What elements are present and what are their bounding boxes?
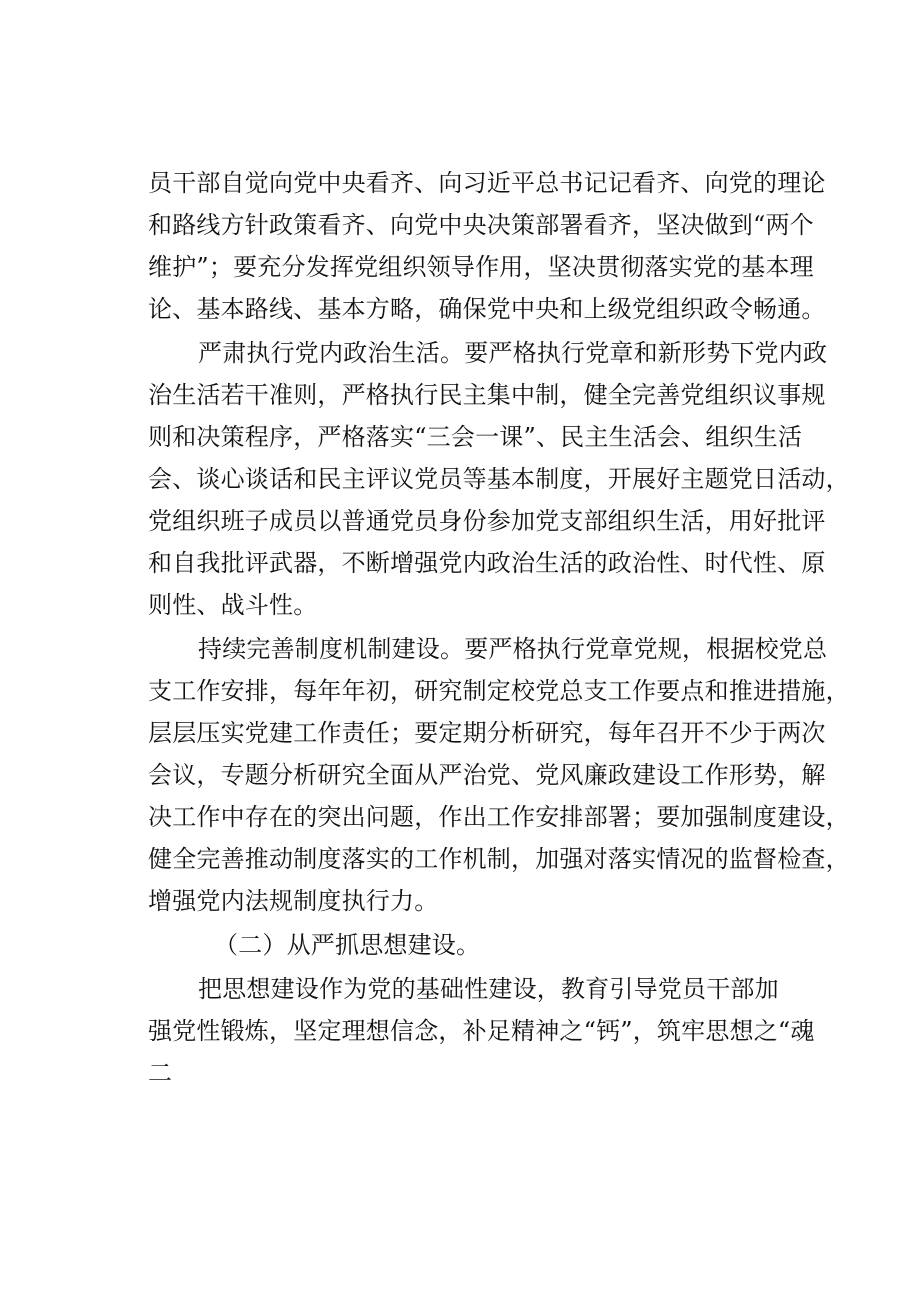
text-line: 健全完善推动制度落实的工作机制，加强对落实情况的监督检查， xyxy=(148,845,850,873)
paragraph-heading-line: 把思想建设作为党的基础性建设，教育引导党员干部加 xyxy=(198,975,779,1003)
text-line: 员干部自觉向党中央看齐、向习近平总书记记看齐、向党的理论 xyxy=(148,169,826,197)
text-line: 论、基本路线、基本方略，确保党中央和上级党组织政令畅通。 xyxy=(148,295,826,323)
text-line: 则和决策程序，严格落实“三会一课”、民主生活会、组织生活 xyxy=(148,423,803,451)
text-line: 二 xyxy=(148,1059,173,1087)
paragraph-heading-line: 持续完善制度机制建设。要严格执行党章党规，根据校党总 xyxy=(198,635,828,663)
text-line: 和自我批评武器，不断增强党内政治生活的政治性、时代性、原 xyxy=(148,549,826,577)
text-line: 党组织班子成员以普通党员身份参加党支部组织生活，用好批评 xyxy=(148,507,826,535)
text-line: 支工作安排，每年年初，研究制定校党总支工作要点和推进措施， xyxy=(148,677,850,705)
text-line: 会、谈心谈话和民主评议党员等基本制度，开展好主题党日活动， xyxy=(148,465,850,493)
text-line: 则性、战斗性。 xyxy=(148,591,318,619)
text-line: 会议，专题分析研究全面从严治党、党风廉政建设工作形势，解 xyxy=(148,761,826,789)
paragraph-heading-line: 严肃执行党内政治生活。要严格执行党章和新形势下党内政 xyxy=(198,339,828,367)
text-line: 增强党内法规制度执行力。 xyxy=(148,887,439,915)
text-line: 治生活若干准则，严格执行民主集中制，健全完善党组织议事规 xyxy=(148,381,826,409)
text-line: 决工作中存在的突出问题，作出工作安排部署；要加强制度建设， xyxy=(148,803,850,831)
section-heading: （二）从严抓思想建设。 xyxy=(214,931,481,959)
text-line: 维护”；要充分发挥党组织领导作用，坚决贯彻落实党的基本理 xyxy=(148,253,814,281)
text-line: 和路线方针政策看齐、向党中央决策部署看齐，坚决做到“两个 xyxy=(148,211,814,239)
text-line: 层层压实党建工作责任；要定期分析研究，每年召开不少于两次 xyxy=(148,719,826,747)
text-line: 强党性锻炼，坚定理想信念，补足精神之“钙”，筑牢思想之“魂 xyxy=(148,1017,815,1045)
